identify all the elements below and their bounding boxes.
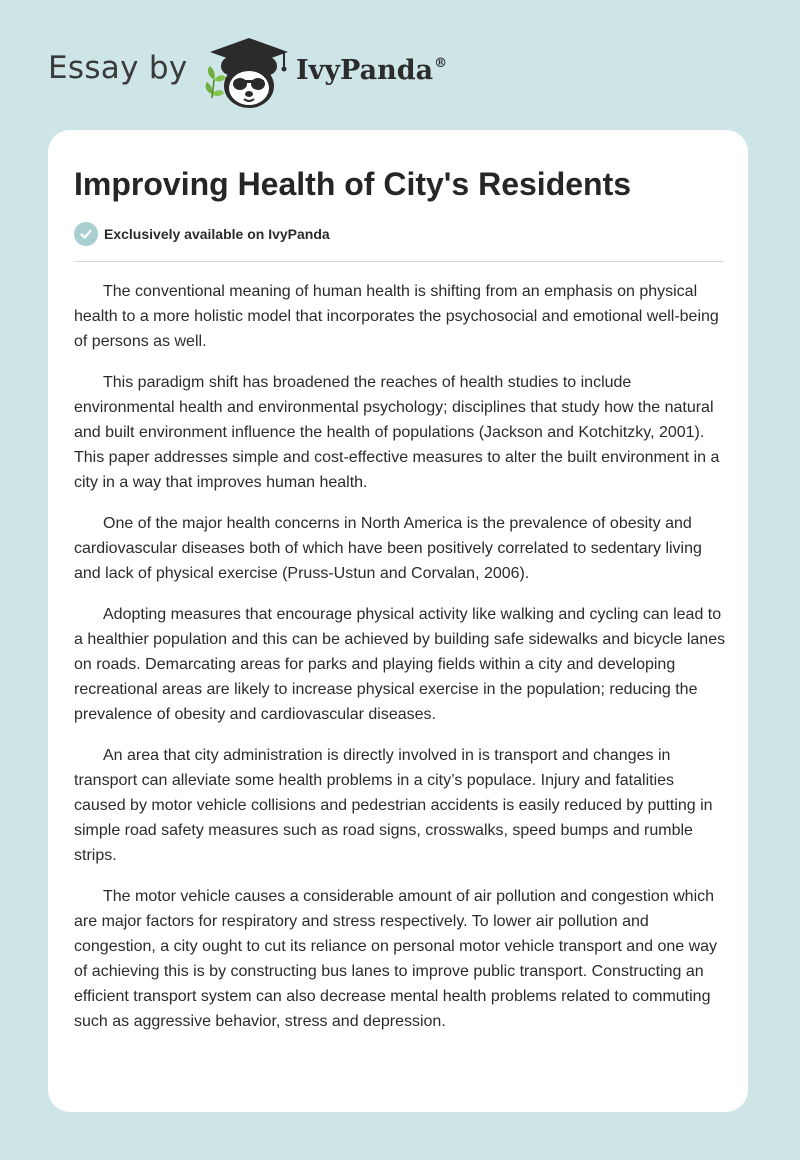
essay-body <box>74 279 729 1050</box>
paragraph: An area that city administration is directly involved in is transport and changes in transport can alleviate some health problems in a city’s populace. Injury and fatalities caused by motor vehicle collisions and pedestrian accidents is easily reduced by putting in simple road safety measures such as road signs, crosswalks, speed bumps and rumble strips. <box>74 747 713 864</box>
page-title: Improving Health of City's Residents <box>74 166 632 202</box>
brand-name[interactable] <box>296 55 447 86</box>
brand-name-text: IvyPanda <box>296 55 434 86</box>
brand-prefix: Essay by <box>48 50 188 86</box>
site-header <box>0 0 800 130</box>
paragraph: The motor vehicle causes a considerable amount of air pollution and congestion which are major factors for respiratory and stress respectively. To lower air pollution and congestion, a city ought to cut its reliance on personal motor vehicle transport and one way of achieving this is by constructing bus lanes to improve public transport. Constructing an efficient transport system can also decrease mental health problems related to commuting such as aggressive behavior, stress and depression. <box>74 888 718 1030</box>
paragraph: One of the major health concerns in North America is the prevalence of obesity and cardiovascular diseases both of which have been positively correlated to sedentary living and lack of physical exercise (Pruss-Ustun and Corvalan, 2006). <box>74 515 702 582</box>
paragraph: Adopting measures that encourage physical activity like walking and cycling can lead to a healthier population and this can be achieved by building safe sidewalks and bicycle lanes on roads. Demarcating areas for parks and playing fields within a city and developing recreational areas are likely to increase physical exercise in the population; reducing the prevalence of obesity and cardiovascular diseases. <box>74 606 726 723</box>
essay-card <box>48 130 748 1112</box>
divider <box>74 261 723 262</box>
paragraph: This paradigm shift has broadened the reaches of health studies to include environmental health and environmental psychology; disciplines that study how the natural and built environment influence the health of populations (Jackson and Kotchitzky, 2001). This paper addresses simple and cost-effective measures to alter the built environment in a city in a way that improves human health. <box>74 374 720 491</box>
check-circle-icon <box>74 222 98 246</box>
panda-graduate-logo-icon[interactable] <box>200 36 294 112</box>
exclusive-label: Exclusively available on IvyPanda <box>104 226 330 242</box>
registered-mark: ® <box>434 56 448 71</box>
exclusive-badge <box>74 222 330 246</box>
paragraph: The conventional meaning of human health is shifting from an emphasis on physical health to a more holistic model that incorporates the psychosocial and emotional well-being of persons as well. <box>74 283 719 350</box>
